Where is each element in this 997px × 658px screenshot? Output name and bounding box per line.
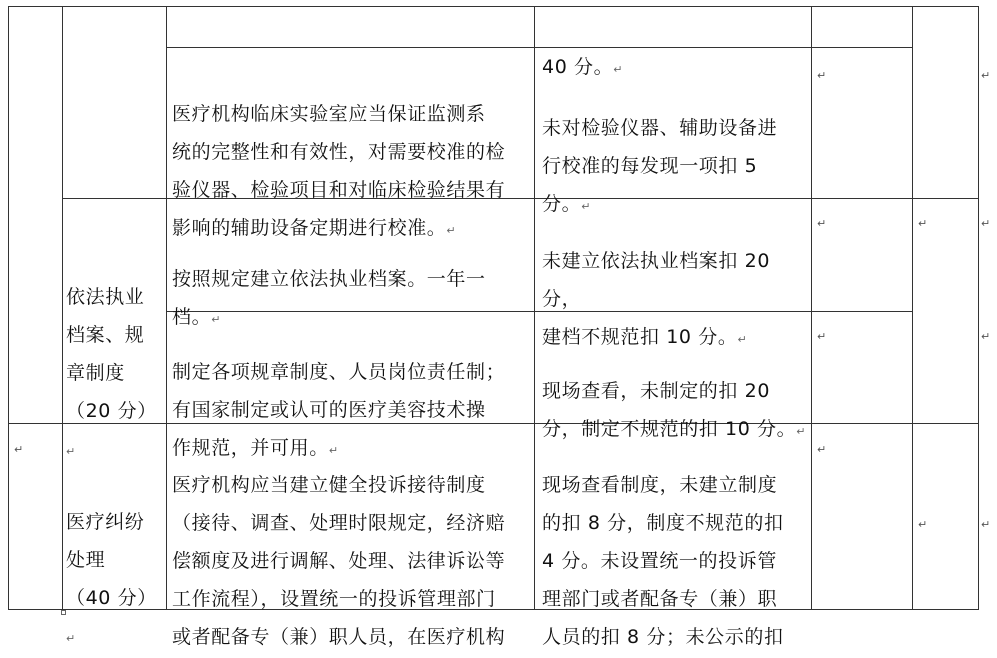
paragraph-mark: ↵: [981, 330, 991, 343]
category-text: 依法执业 档案、规 章制度 （20 分）: [66, 286, 157, 422]
table-rule: [811, 6, 812, 610]
criteria-text: 未建立依法执业档案扣 20 分， 建档不规范扣 10 分。: [542, 250, 771, 348]
category-cell: [66, 240, 162, 471]
table-rule: [534, 6, 535, 610]
requirement-text: 制定各项规章制度、人员岗位责任制； 有国家制定或认可的医疗美容技术操 作规范，并可用。: [172, 361, 506, 459]
paragraph-mark: ↵: [14, 443, 24, 456]
table-rule: [8, 6, 9, 610]
table-rule: [8, 6, 979, 7]
criteria-text: 现场查看，未制定的扣 20 分，制定不规范的扣 10 分。: [542, 380, 797, 440]
paragraph-mark: ↵: [737, 333, 747, 346]
paragraph-mark: ↵: [817, 217, 827, 230]
paragraph-mark: ↵: [66, 632, 76, 645]
paragraph-mark: ↵: [446, 224, 456, 237]
requirement-text: 医疗机构临床实验室应当保证监测系 统的完整性和有效性，对需要校准的检 验仪器、检验项目和对临床检验结果有 影响的辅助设备定期进行校准。: [172, 103, 506, 239]
paragraph-mark: ↵: [613, 63, 623, 76]
paragraph-mark: ↵: [328, 444, 339, 457]
paragraph-mark: ↵: [817, 443, 827, 456]
table-rule: [166, 6, 167, 610]
table-rule: [912, 6, 913, 610]
paragraph-mark: ↵: [66, 445, 76, 458]
requirement-text: 按照规定建立依法执业档案。一年一 档。: [172, 268, 486, 328]
paragraph-mark: ↵: [981, 518, 991, 531]
table-rule: [62, 6, 63, 610]
table-corner-marker: [61, 610, 66, 615]
category-cell: [66, 465, 162, 658]
criteria-text: 现场查看制度，未建立制度 的扣 8 分，制度不规范的扣 4 分。未设置统一的投诉管 理部门或者配备专（兼）职 人员的扣 8 分；未公示的扣: [542, 474, 784, 648]
paragraph-mark: ↵: [211, 313, 221, 326]
paragraph-mark: ↵: [796, 425, 806, 438]
requirement-cell: [172, 428, 532, 656]
paragraph-mark: ↵: [981, 217, 991, 230]
table-rule: [978, 6, 979, 610]
paragraph-mark: ↵: [981, 69, 991, 82]
paragraph-mark: ↵: [918, 217, 928, 230]
paragraph-mark: ↵: [918, 518, 928, 531]
paragraph-mark: ↵: [817, 330, 827, 343]
criteria-text: 未对检验仪器、辅助设备进 行校准的每发现一项扣 5 分。: [542, 117, 778, 215]
criteria-cell: [542, 71, 810, 226]
criteria-text: 40 分。: [542, 56, 614, 78]
criteria-cell: [542, 428, 810, 656]
requirement-text: 医疗机构应当建立健全投诉接待制度 （接待、调查、处理时限规定，经济赔 偿额度及进行调解、处理、法律诉讼等 工作流程），设置统一的投诉管理部门 或者配备专（兼）职人员，在医疗机构: [172, 474, 506, 648]
paragraph-mark: ↵: [581, 200, 591, 213]
category-text: 医疗纠纷 处理 （40 分）: [66, 511, 157, 609]
paragraph-mark: ↵: [817, 69, 827, 82]
